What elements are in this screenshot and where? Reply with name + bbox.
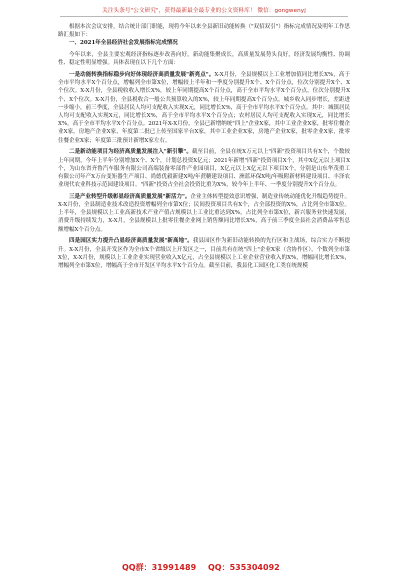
section-heading: 一、2021年全县经济社会发展指标完成情况	[69, 40, 178, 47]
footer-qq-number: QQ：535304092	[208, 563, 280, 572]
overview-paragraph: 今年以来，全县主要宏观经济指标逐步改善向好，新动能集聚成长，高质量发展势头良好，经济发展均衡性、协调性、稳定性明显增强。具体表现在以下几个方面：	[58, 52, 350, 67]
paragraph-2-body: 截至目前，全县在统X万元以上"四新"投资项目共有X个，个数较上年同期，今年上半年分别增加X个、X个，计划总投资X亿元；2021年新增"四新"投资项目X个，其中X亿元以上项目X个，为山东省齐鲁汽车服务有限公司高端装备零部件产业园项目，X亿元以上X亿元以下项目X个，分别是山东华茂重工有限公司年产X万台变矩器生产项目、尚德优毅新建X吨/年蔗糖建设项目、洲蓝环保X吨/年吸附新材料建设项目、丰泽农业现代农业科技示范园建设项目。"四新"投资占全社会投资比重为X%，较今年上半年、一季度分别提升X个百分点。	[58, 149, 350, 189]
paragraph-1-body: X-X月份，全县规模以上工业增加值同比增长X%，高于全市平均水平X个百分点，增幅列全市第X位，增幅较上半年和一季度分别提升X个、X个百分点，位次分别提升X个、X个位次。X-X月份，全县税收收入增长X%，较上年同期提高X个百分点，高于全市平均水平X个百分点，位次分别提升X个、X个位次。X-X月份，全县税收合一般公共预算收入的X%，较上年同期提高X个百分点。城乡收入同步增长，差距进一步缩小，前三季度，全县居民人均可支配收入实现X元，同比增长X%，高于全市平均水平X个百分点。其中：城镇居民人均可支配收入实现X元，同比增长X%，高于全市平均水平X个百分点；农村居民人均可支配收入实现X元，同比增长X%，高于全市平均水平X个百分点。2021年X-X月份，全县已新增纳统"四上"企业X家，其中工业企业X家，批零住餐企业X家，房地产企业X家，年度第二批已上传至国家平台X家，其中工业企业X家，房地产企业X家，批零企业X家，批零住餐企业X家；年度第三批预计新增X家左右。	[58, 72, 350, 144]
paragraph-3	[58, 193, 350, 234]
footer-qq-group: QQ群：31991489	[122, 563, 197, 572]
header-banner: 关注头条号"公文研究"，获得最新最全最专业的公文资料库！ 微信：gongwenyj	[102, 8, 306, 14]
document-body	[58, 23, 350, 270]
header-divider	[60, 16, 348, 17]
paragraph-4	[58, 237, 350, 270]
paragraph-4-lead: 四是园区实力提升凸显经济高质量发展"新高地"。	[69, 238, 193, 245]
paragraph-3-body: 企业主体转型提效意识增强，制造业传统动能优化升级趋势提升。X-X月份，全县制造业技术改造投资增幅列全市第X位；民间投资项目共有X个，占全部投资的X%，占比列全市第X位。上半年，全县规模以上工业高新技术产业产值占规模以上工业比重达到X%，占比列全市第X位，新兴服务业快速发展，消费升级持续发力，X-X月，全县规模以上批零住餐企业网上销售额同比增长X%，高于前三季度全县社会消费品零售总额增幅X个百分点。	[58, 193, 350, 233]
paragraph-4-body: 我县园区作为新旧动能转换的先行区和主战场，综合实力不断提升。X-X月份，全县开发区作为全市X个省级以上开发区之一，目前共有在统"四上"企业X家（含协作区），个数列全市第X位，X-X月份，规模以上工业企业实现营业收入X亿元，占全县规模以上工业企业营业收入的X%，增幅同比增长X%，增幅列全市第X位，增幅高于全市开发区平均水平X个百分点。截至目前，我县化工园区化工类在统规模	[58, 238, 350, 269]
paragraph-1-lead: 一是动能转换指标稳步向好体现经济高质量发展"新亮点"。	[69, 72, 215, 79]
paragraph-2	[58, 148, 350, 189]
paragraph-1	[58, 71, 350, 145]
paragraph-3-lead: 三是产业转型升级彰显经济高质量发展"新活力"。	[69, 193, 191, 200]
intro-paragraph: 根据本次会议安排，结合统计部门职能，现将今年以来全县新旧动能转换（"双招双引"）指标完成情况及明年工作思路汇报如下：	[58, 24, 350, 39]
paragraph-2-lead: 二是新动能项目为经济高质量发展注入"新引擎"。	[69, 149, 192, 156]
